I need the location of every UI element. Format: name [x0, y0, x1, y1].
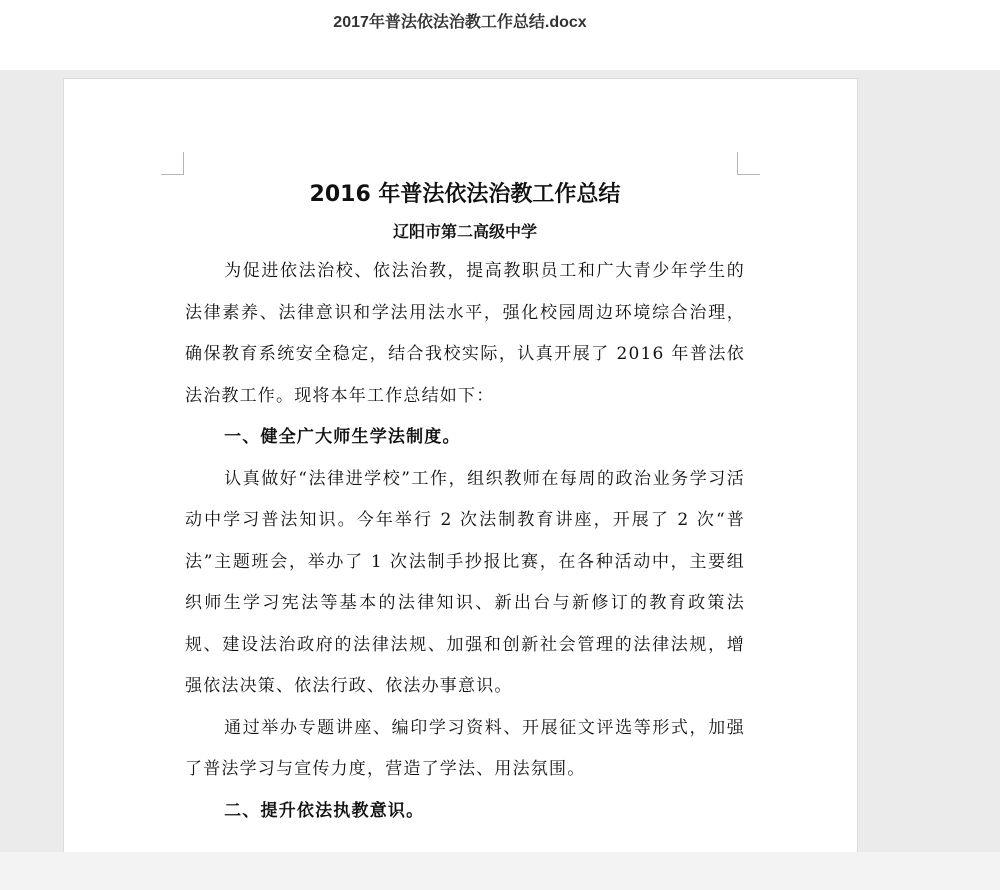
section-heading: 二、提升依法执教意识。 — [224, 800, 425, 821]
document-filename: 2017年普法依法治教工作总结.docx — [333, 14, 587, 31]
margin-corner-mark-left — [161, 152, 184, 175]
margin-corner-mark-right — [737, 152, 760, 175]
bottom-bar — [0, 852, 1000, 890]
body-paragraph: 通过举办专题讲座、编印学习资料、开展征文评选等形式，加强了普法学习与宣传力度，营造了学法、用法氛围。 — [185, 717, 745, 779]
document-heading: 2016 年普法依法治教工作总结 — [309, 182, 621, 207]
page-content — [185, 179, 745, 832]
title-bar — [0, 0, 1000, 70]
document-viewer[interactable] — [0, 70, 1000, 852]
document-subheading: 辽阳市第二高级中学 — [392, 222, 537, 241]
body-paragraph: 认真做好“法律进学校”工作，组织教师在每周的政治业务学习活动中学习普法知识。今年举行 2 次法制教育讲座，开展了 2 次“普法”主题班会，举办了 1 次法制手抄报比赛，在各种活动中，主要组织师生学习宪法等基本的法律知识、新出台与新修订的教育政策法规、建设法治政府的法律法规、加强和创新社会管理的法律法规，增强依法决策、依法行政、依法办事意识。 — [185, 468, 745, 696]
document-page — [63, 78, 858, 852]
body-paragraph: 为促进依法治校、依法治教，提高教职员工和广大青少年学生的法律素养、法律意识和学法用法水平，强化校园周边环境综合治理，确保教育系统安全稳定，结合我校实际，认真开展了 2016 年普法依法治教工作。现将本年工作总结如下： — [185, 261, 745, 406]
section-heading: 一、健全广大师生学法制度。 — [224, 427, 461, 447]
